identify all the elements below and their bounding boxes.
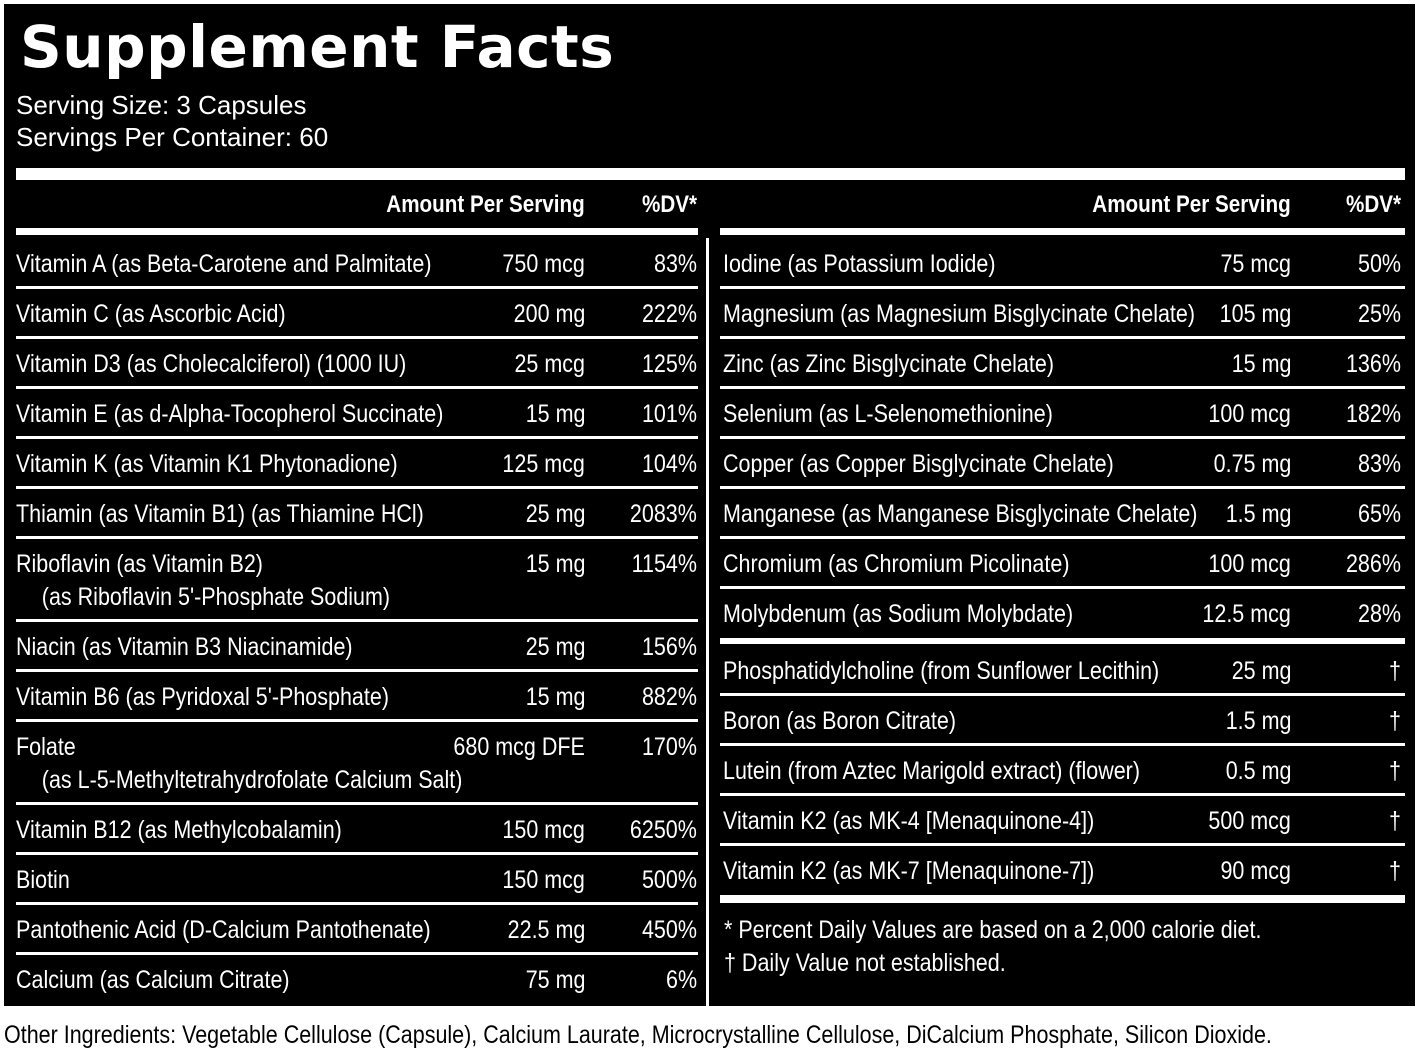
- nutrient-name: [723, 298, 1195, 331]
- footnote-percent: * Percent Daily Values are based on a 2,000 calorie diet.: [724, 916, 1262, 944]
- nutrient-name-text: Thiamin (as Vitamin B1) (as Thiamine HCl): [16, 500, 424, 528]
- nutrient-name-text: Pantothenic Acid (D-Calcium Pantothenate): [16, 916, 431, 944]
- nutrient-dv: 450%: [642, 916, 697, 944]
- left-dv-header: %DV*: [641, 191, 697, 218]
- nutrient-dv: 83%: [1357, 450, 1401, 478]
- nutrient-name: [723, 548, 1069, 581]
- nutrient-name: [723, 248, 995, 281]
- nutrient-amount: 15 mg: [525, 683, 585, 711]
- nutrient-name-text: Copper (as Copper Bisglycinate Chelate): [723, 450, 1114, 478]
- nutrient-dv: 25%: [1357, 300, 1401, 328]
- row-divider: [16, 802, 698, 805]
- nutrient-amount: 90 mcg: [1220, 857, 1291, 885]
- nutrient-source: (as L-5-Methyltetrahydrofolate Calcium Salt): [41, 766, 463, 794]
- row-divider: [720, 843, 1405, 846]
- row-divider: [16, 486, 698, 489]
- nutrient-name-text: Manganese (as Manganese Bisglycinate Chelate): [723, 500, 1198, 528]
- right-dv-header: %DV*: [1345, 191, 1401, 218]
- nutrient-amount: 15 mg: [525, 550, 585, 578]
- nutrient-amount: 150 mcg: [502, 866, 585, 894]
- right-amount-header: Amount Per Serving: [1092, 191, 1291, 218]
- nutrient-name: [16, 448, 398, 481]
- nutrient-name: [723, 755, 1140, 788]
- nutrient-amount: 150 mcg: [502, 816, 585, 844]
- nutrient-name: [16, 731, 462, 797]
- nutrient-name: [16, 248, 432, 281]
- row-divider: [16, 669, 698, 672]
- nutrient-dv: 500%: [642, 866, 697, 894]
- nutrient-name: [16, 631, 353, 664]
- row-divider: [16, 536, 698, 539]
- footnote-dagger: † Daily Value not established.: [724, 949, 1006, 977]
- nutrient-amount: 500 mcg: [1208, 807, 1291, 835]
- nutrient-amount: 1.5 mg: [1225, 707, 1291, 735]
- nutrient-amount: 0.5 mg: [1225, 757, 1291, 785]
- nutrient-amount: 105 mg: [1219, 300, 1291, 328]
- nutrient-amount: 750 mcg: [502, 250, 585, 278]
- nutrient-dv: †: [1389, 857, 1401, 885]
- nutrient-amount: 680 mcg DFE: [453, 733, 585, 761]
- nutrient-name: [16, 348, 406, 381]
- column-divider: [706, 238, 709, 1006]
- nutrient-amount: 25 mg: [1231, 657, 1291, 685]
- nutrient-dv: 125%: [642, 350, 697, 378]
- nutrient-name: [16, 914, 431, 947]
- panel-title: Supplement Facts: [20, 13, 615, 81]
- nutrient-name-text: Lutein (from Aztec Marigold extract) (flower): [723, 757, 1141, 785]
- nutrient-name: [723, 398, 1053, 431]
- row-divider: [16, 386, 698, 389]
- nutrient-name: [723, 805, 1094, 838]
- row-divider: [16, 719, 698, 722]
- nutrient-name: [16, 864, 70, 897]
- nutrient-dv: 182%: [1346, 400, 1401, 428]
- other-ingredients: Other Ingredients: Vegetable Cellulose (Capsule), Calcium Laurate, Microcrystalline Cellulose, DiCalcium Phosphate, Silicon Dioxide.: [4, 1021, 1272, 1049]
- nutrient-dv: 65%: [1357, 500, 1401, 528]
- nutrient-name-text: Vitamin A (as Beta-Carotene and Palmitate): [16, 250, 432, 278]
- nutrient-name: [16, 681, 389, 714]
- nutrient-name-text: Vitamin C (as Ascorbic Acid): [16, 300, 286, 328]
- row-divider: [720, 536, 1405, 539]
- nutrient-dv: 83%: [653, 250, 697, 278]
- nutrient-name-text: Folate: [16, 733, 76, 761]
- nutrient-name-text: Riboflavin (as Vitamin B2): [16, 550, 263, 578]
- nutrient-name: [723, 598, 1073, 631]
- nutrient-name-text: Vitamin B6 (as Pyridoxal 5'-Phosphate): [16, 683, 389, 711]
- nutrient-amount: 75 mcg: [1220, 250, 1291, 278]
- row-divider: [720, 895, 1405, 903]
- nutrient-amount: 15 mg: [1231, 350, 1291, 378]
- nutrient-name-text: Niacin (as Vitamin B3 Niacinamide): [16, 633, 353, 661]
- left-amount-header: Amount Per Serving: [386, 191, 585, 218]
- nutrient-name: [723, 448, 1114, 481]
- row-divider: [720, 436, 1405, 439]
- left-header-divider: [16, 228, 698, 235]
- nutrient-dv: †: [1389, 807, 1401, 835]
- nutrient-name-text: Vitamin B12 (as Methylcobalamin): [16, 816, 342, 844]
- nutrient-amount: 22.5 mg: [507, 916, 585, 944]
- nutrient-dv: 6%: [665, 966, 697, 994]
- nutrient-name-text: Magnesium (as Magnesium Bisglycinate Chelate): [723, 300, 1196, 328]
- nutrient-name: [16, 814, 342, 847]
- nutrient-dv: 2083%: [630, 500, 697, 528]
- nutrient-dv: †: [1389, 657, 1401, 685]
- row-divider: [720, 743, 1405, 746]
- nutrient-amount: 100 mcg: [1208, 550, 1291, 578]
- nutrient-amount: 12.5 mcg: [1202, 600, 1291, 628]
- nutrient-name: [723, 855, 1094, 888]
- nutrient-name: [16, 548, 390, 614]
- serving-size: Serving Size: 3 Capsules: [16, 90, 307, 120]
- nutrient-amount: 25 mg: [525, 500, 585, 528]
- row-divider: [16, 336, 698, 339]
- nutrient-amount: 0.75 mg: [1213, 450, 1291, 478]
- nutrient-dv: 156%: [642, 633, 697, 661]
- nutrient-amount: 15 mg: [525, 400, 585, 428]
- thick-divider: [16, 168, 1405, 180]
- row-divider: [16, 286, 698, 289]
- nutrient-name: [723, 655, 1159, 688]
- nutrient-dv: 882%: [642, 683, 697, 711]
- nutrient-dv: 1154%: [631, 550, 697, 578]
- nutrient-name-text: Vitamin K2 (as MK-4 [Menaquinone-4]): [723, 807, 1095, 835]
- row-divider: [16, 902, 698, 905]
- nutrient-amount: 1.5 mg: [1225, 500, 1291, 528]
- row-divider: [16, 852, 698, 855]
- nutrient-dv: 50%: [1357, 250, 1401, 278]
- row-divider: [720, 793, 1405, 796]
- nutrient-name-text: Vitamin K (as Vitamin K1 Phytonadione): [16, 450, 398, 478]
- nutrient-dv: 286%: [1346, 550, 1401, 578]
- nutrient-dv: 101%: [642, 400, 697, 428]
- nutrient-name: [723, 705, 956, 738]
- nutrient-dv: 170%: [642, 733, 697, 761]
- nutrient-amount: 25 mg: [525, 633, 585, 661]
- nutrient-dv: 136%: [1346, 350, 1401, 378]
- row-divider: [720, 586, 1405, 589]
- nutrient-name-text: Zinc (as Zinc Bisglycinate Chelate): [723, 350, 1054, 378]
- nutrient-name: [16, 298, 286, 331]
- row-divider: [720, 693, 1405, 696]
- nutrient-name: [723, 348, 1054, 381]
- nutrient-dv: 28%: [1357, 600, 1401, 628]
- nutrient-name: [16, 398, 443, 431]
- nutrient-amount: 25 mcg: [514, 350, 585, 378]
- nutrient-dv: †: [1389, 707, 1401, 735]
- nutrient-name-text: Selenium (as L-Selenomethionine): [723, 400, 1053, 428]
- nutrient-source: (as Riboflavin 5'-Phosphate Sodium): [41, 583, 391, 611]
- nutrient-name-text: Molybdenum (as Sodium Molybdate): [723, 600, 1074, 628]
- row-divider: [720, 486, 1405, 489]
- nutrient-dv: †: [1389, 757, 1401, 785]
- nutrient-name: [723, 498, 1197, 531]
- nutrient-amount: 75 mg: [525, 966, 585, 994]
- nutrient-name-text: Vitamin K2 (as MK-7 [Menaquinone-7]): [723, 857, 1095, 885]
- nutrient-dv: 104%: [642, 450, 697, 478]
- servings-per-container: Servings Per Container: 60: [16, 122, 329, 152]
- nutrient-name-text: Biotin: [16, 866, 70, 894]
- right-header-divider: [720, 228, 1405, 235]
- row-divider: [720, 386, 1405, 389]
- nutrient-dv: 6250%: [630, 816, 697, 844]
- nutrient-name-text: Vitamin D3 (as Cholecalciferol) (1000 IU): [16, 350, 407, 378]
- nutrient-amount: 125 mcg: [502, 450, 585, 478]
- nutrient-name-text: Iodine (as Potassium Iodide): [723, 250, 996, 278]
- row-divider: [16, 619, 698, 622]
- nutrient-amount: 200 mg: [513, 300, 585, 328]
- row-divider: [720, 286, 1405, 289]
- row-divider: [16, 952, 698, 955]
- supplement-facts-panel: [4, 4, 1415, 1006]
- nutrient-name-text: Calcium (as Calcium Citrate): [16, 966, 290, 994]
- nutrient-name-text: Chromium (as Chromium Picolinate): [723, 550, 1070, 578]
- nutrient-name-text: Phosphatidylcholine (from Sunflower Lecithin): [723, 657, 1160, 685]
- nutrient-name: [16, 498, 424, 531]
- row-divider: [720, 638, 1405, 644]
- nutrient-name-text: Boron (as Boron Citrate): [723, 707, 957, 735]
- nutrient-name-text: Vitamin E (as d-Alpha-Tocopherol Succinate): [16, 400, 444, 428]
- row-divider: [720, 336, 1405, 339]
- nutrient-name: [16, 964, 290, 997]
- nutrient-amount: 100 mcg: [1208, 400, 1291, 428]
- row-divider: [16, 436, 698, 439]
- nutrient-dv: 222%: [642, 300, 697, 328]
